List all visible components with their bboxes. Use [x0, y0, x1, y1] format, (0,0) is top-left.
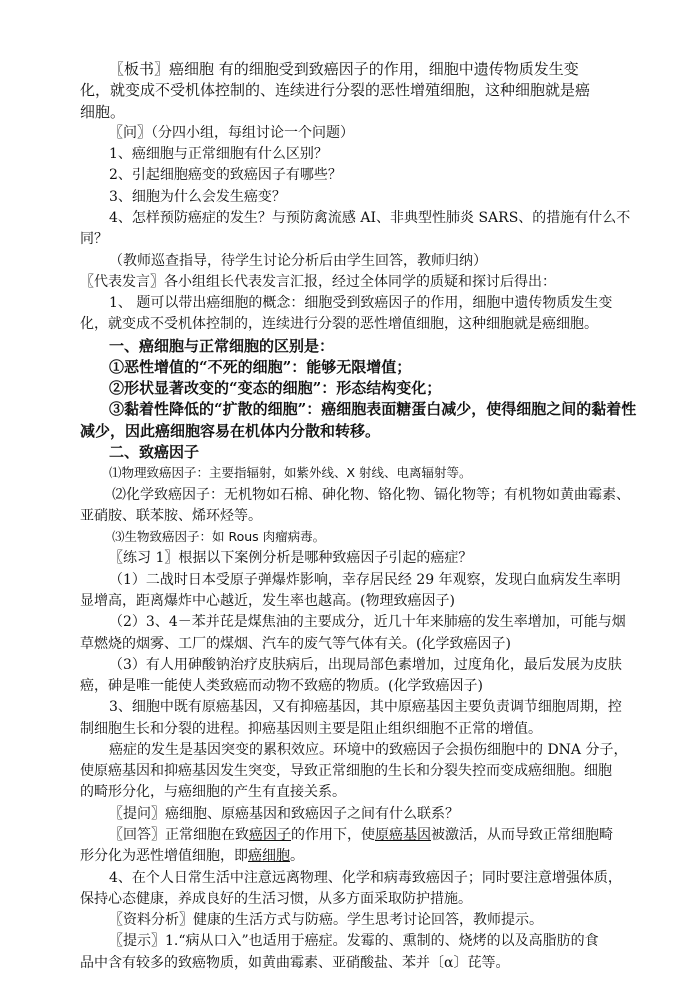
representative-line-1: 〖代表发言〗各小组组长代表发言汇报，经过全体同学的质疑和探讨后得出：	[80, 274, 556, 290]
question-3: 3、细胞为什么会发生癌变？	[109, 189, 286, 205]
teacher-guidance: （教师巡查指导，待学生讨论分析后由学生回答，教师归纳）	[109, 253, 487, 269]
exercise-2-line-1: （2）3、4－苯并芘是煤焦油的主要成分，近几十年来肺癌的发生率增加，可能与烟	[109, 614, 626, 630]
feature-3-line-1: ③黏着性降低的“扩散的细胞”：癌细胞表面糖蛋白减少，使得细胞之间的黏着性	[109, 400, 637, 418]
exercise-2-line-2: 草燃烧的烟雾、工厂的煤烟、汽车的废气等气体有关。(化学致癌因子)	[80, 636, 511, 652]
feature-2: ②形状显著改变的“变态的细胞”：形态结构变化；	[109, 379, 442, 397]
answer-text: 被激活，从而导致正常细胞畸	[431, 827, 613, 843]
mechanism-line-1: 癌症的发生是基因突变的累积效应。环境中的致癌因子会损伤细胞中的 DNA 分子，	[109, 742, 628, 758]
blackboard-line-3: 细胞。	[80, 103, 126, 121]
exercise-1-line-1: （1）二战时日本受原子弹爆炸影响，幸存居民经 29 年观察，发现白血病发生率明	[109, 572, 621, 588]
question-4-line-2: 同？	[80, 231, 108, 247]
answer-text: 的作用下，使	[291, 827, 375, 843]
answer-text: 。	[290, 848, 304, 864]
point-3-line-2: 制细胞生长和分裂的进程。抑癌基因则主要是阻止组织细胞不正常的增值。	[80, 721, 542, 737]
feature-3-line-2: 减少，因此癌细胞容易在机体内分散和转移。	[80, 422, 381, 440]
mechanism-line-3: 的畸形分化，与癌细胞的产生有直接关系。	[80, 784, 346, 800]
answer-text: 〖回答〗正常细胞在致	[109, 827, 249, 843]
answer-line-1	[109, 826, 613, 844]
mechanism-line-2: 使原癌基因和抑癌基因发生突变，导致正常细胞的生长和分裂失控而变成癌细胞。细胞	[80, 763, 612, 779]
factor-chemical-line-1: ⑵化学致癌因子：无机物如石棉、砷化物、铬化物、镉化物等；有机物如黄曲霉素、	[112, 487, 630, 503]
exercise-heading: 〖练习 1〗根据以下案例分析是哪种致癌因子引起的癌症？	[109, 550, 473, 566]
factor-physical: ⑴物理致癌因子：主要指辐射，如紫外线、X 射线、电离辐射等。	[109, 465, 472, 480]
question-2: 2、引起细胞癌变的致癌因子有哪些？	[109, 167, 342, 183]
answer-term-carcinogen: 癌因子	[249, 827, 291, 843]
section-heading-1: 一、癌细胞与正常细胞的区别是：	[109, 337, 335, 355]
point-4-line-1: 4、在个人日常生活中注意远离物理、化学和病毒致癌因子；同时要注意增强体质，	[109, 870, 622, 886]
point-3-line-1: 3、细胞中既有原癌基因，又有抑癌基因，其中原癌基因主要负责调节细胞周期，控	[109, 699, 622, 715]
question-1: 1、癌细胞与正常细胞有什么区别？	[109, 146, 328, 162]
answer-line-2	[80, 847, 304, 865]
exercise-3-line-1: （3）有人用砷酸钠治疗皮肤病后，出现局部色素增加，过度角化，最后发展为皮肤	[109, 657, 622, 673]
section-heading-2: 二、致癌因子	[109, 443, 200, 461]
exercise-3-line-2: 癌，砷是唯一能使人类致癌而动物不致癌的物质。(化学致癌因子)	[80, 678, 483, 694]
question-heading: 〖问〗（分四小组，每组讨论一个问题）	[109, 125, 354, 141]
exercise-1-line-2: 显增高，距离爆炸中心越近，发生率也越高。(物理致癌因子)	[80, 593, 455, 609]
tip-line-2: 品中含有较多的致癌物质，如黄曲霉素、亚硝酸盐、苯并〔α〕芘等。	[80, 955, 510, 971]
factor-biological: ⑶生物致癌因子：如 Rous 肉瘤病毒。	[112, 529, 326, 544]
point-4-line-2: 保持心态健康，养成良好的生活习惯，从多方面采取防护措施。	[80, 891, 472, 907]
question-4-line-1: 4、怎样预防癌症的发生？与预防禽流感 AI、非典型性肺炎 SARS、的措施有什么不	[109, 210, 631, 226]
answer-term-cancer-cell: 癌细胞	[248, 848, 290, 864]
representative-line-3: 化，就变成不受机体控制的，连续进行分裂的恶性增值细胞，这种细胞就是癌细胞。	[80, 316, 598, 332]
tip-line-1: 〖提示〗1.“病从口入”也适用于癌症。发霉的、熏制的、烧烤的以及高脂肪的食	[109, 933, 599, 949]
representative-line-2: 1、 题可以带出癌细胞的概念：细胞受到致癌因子的作用，细胞中遗传物质发生变	[109, 295, 613, 311]
factor-chemical-line-2: 亚硝胺、联苯胺、烯环烃等。	[80, 508, 262, 524]
blackboard-line-2: 化，就变成不受机体控制的、连续进行分裂的恶性增殖细胞，这种细胞就是癌	[80, 81, 591, 99]
teacher-question: 〖提问〗癌细胞、原癌基因和致癌因子之间有什么联系？	[109, 806, 459, 822]
answer-term-protooncogene: 原癌基因	[375, 827, 431, 843]
answer-text: 形分化为恶性增值细胞，即	[80, 848, 248, 864]
blackboard-line-1: 〖板书〗癌细胞 有的细胞受到致癌因子的作用，细胞中遗传物质发生变	[109, 60, 579, 78]
feature-1: ①恶性增值的“不死的细胞”：能够无限增值；	[109, 358, 412, 376]
data-analysis: 〖资料分析〗健康的生活方式与防癌。学生思考讨论回答，教师提示。	[109, 912, 543, 928]
